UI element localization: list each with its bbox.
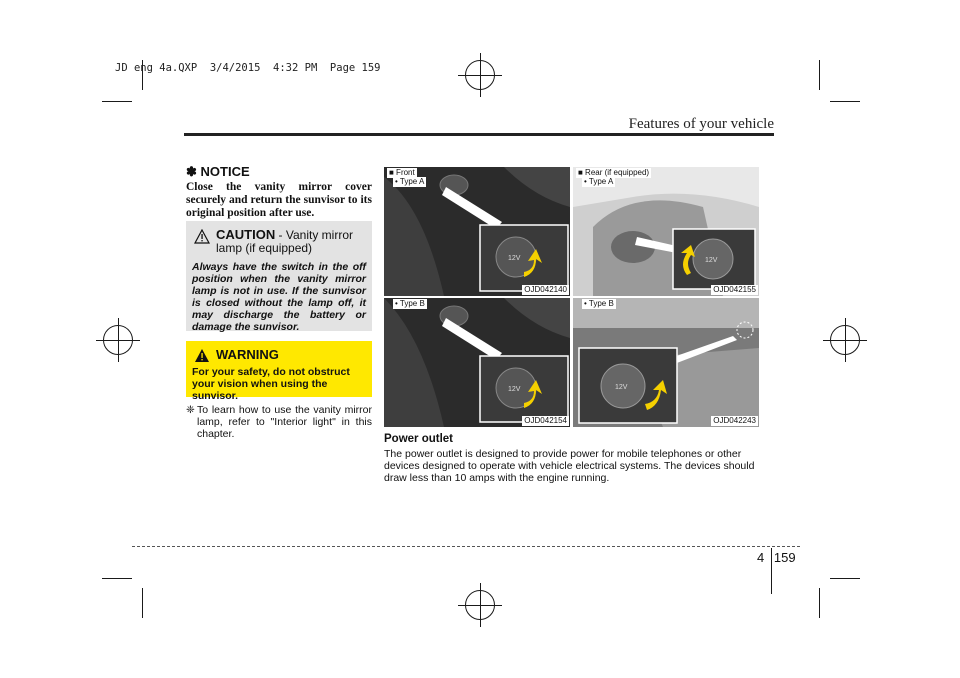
image-code-2: OJD042155 [713,285,756,294]
page-number-value: 159 [773,550,796,565]
reference-note [186,404,372,440]
rear-type-a-label: • Type A [584,177,614,186]
front-heading: ■ Front [389,168,415,177]
header-rule [184,133,774,136]
registration-mark-icon [465,590,495,620]
notice-body: Close the vanity mirror cover securely and return the sunvisor to its original position after use. [186,181,372,219]
warning-box [186,341,372,402]
notice-symbol: ✽ [186,164,197,179]
cargo-socket-illustration [573,298,759,427]
warning-body: For your safety, do not obstruct your vision when using the sunvisor. [192,366,350,402]
page-number [757,550,796,565]
rear-type-b-label: • Type B [584,299,614,308]
rear-heading: ■ Rear (if equipped) [578,168,650,177]
caution-box [186,221,372,331]
crop-mark [102,578,132,579]
caution-label: CAUTION [216,227,276,242]
image-code-4: OJD042243 [713,416,756,425]
console-socket-illustration [384,298,570,427]
photo-front-type-a [384,167,570,296]
photo-rear-type-a [573,167,759,296]
socket-12v-label: 12V [508,255,521,262]
caution-title-text: - Vanity mirror lamp (if equipped) [216,228,354,255]
power-outlet-body: The power outlet is designed to provide power for mobile telephones or other devices designed to operate with vehicle electrical systems. The devices should draw less than 10 amps with the engine running. [384,448,755,484]
crop-mark [819,60,820,90]
photo-front-type-b [384,298,570,427]
caution-triangle-icon [194,229,210,244]
registration-mark-icon [103,325,133,355]
photo-rear-type-b [573,298,759,427]
crop-mark [819,588,820,618]
notice-heading-text: NOTICE [200,164,250,179]
image-code-3: OJD042154 [524,416,567,425]
warning-label: WARNING [216,347,279,362]
socket-12v-label: 12V [615,384,628,391]
image-code-1: OJD042140 [524,285,567,294]
crop-mark [142,588,143,618]
registration-mark-icon [830,325,860,355]
section-header: Features of your vehicle [628,116,774,132]
note-symbol: ❈ [186,404,195,416]
socket-12v-label: 12V [508,386,521,393]
chapter-number: 4 [757,550,765,565]
note-text: To learn how to use the vanity mirror lamp, refer to "Interior light" in this chapter. [197,404,372,440]
warning-title [192,347,366,362]
registration-mark-icon [465,60,495,90]
socket-12v-label: 12V [705,257,718,264]
crop-mark [830,578,860,579]
warning-triangle-icon [194,348,210,363]
footer-dashed-rule [132,546,800,547]
front-type-b-label: • Type B [395,299,425,308]
crop-mark [830,101,860,102]
caution-body: Always have the switch in the off position when the vanity mirror lamp is not in use. If the sunvisor is closed without the lamp off, it may discharge the battery or damage the sunvisor. [192,261,366,333]
power-outlet-title: Power outlet [384,433,454,445]
crop-mark [102,101,132,102]
caution-title [192,228,366,255]
front-type-a-label: • Type A [395,177,425,186]
page-number-divider [771,548,772,594]
print-slug: JD eng 4a.QXP 3/4/2015 4:32 PM Page 159 [115,62,381,74]
notice-heading [186,164,250,180]
